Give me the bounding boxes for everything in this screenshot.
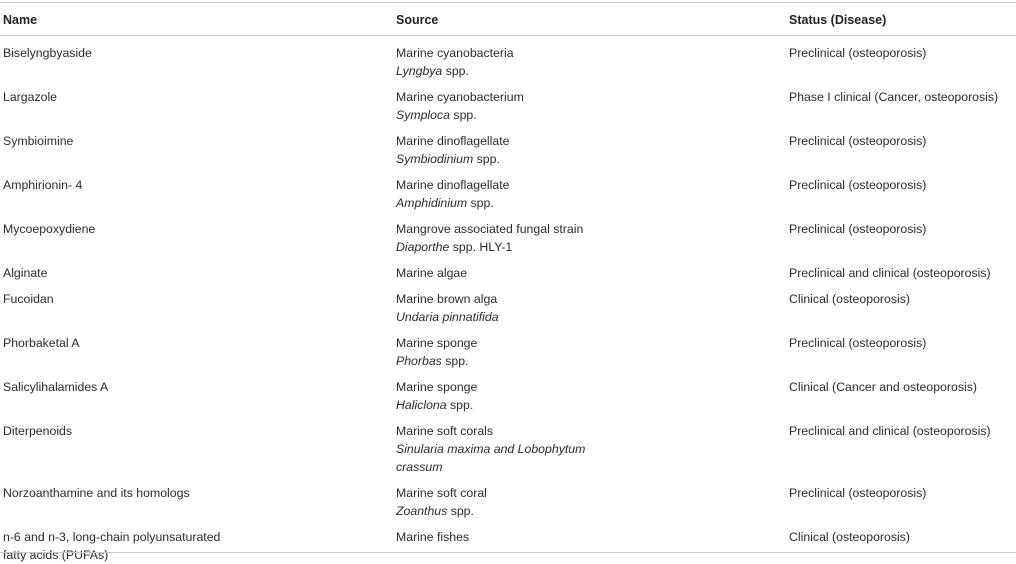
cell-name: [3, 88, 293, 106]
cell-name-line: Alginate: [3, 266, 48, 280]
cell-name-line: Biselyngbyaside: [3, 46, 92, 60]
taxon-name: crassum: [396, 460, 443, 474]
cell-name-line: n-6 and n-3, long-chain polyunsaturated: [3, 530, 221, 544]
cell-source: [396, 88, 621, 124]
cell-status: Preclinical (osteoporosis): [789, 486, 927, 500]
cell-source-line: [396, 44, 621, 62]
taxon-name: Sinularia maxima and Lobophytum: [396, 442, 586, 456]
taxon-name: Phorbas: [396, 354, 442, 368]
source-text: Marine soft coral: [396, 486, 487, 500]
cell-source: [396, 132, 621, 168]
cell-name-line: Diterpenoids: [3, 424, 73, 438]
table-body: [0, 36, 1016, 564]
cell-name-line: Mycoepoxydiene: [3, 222, 96, 236]
cell-status: Preclinical (osteoporosis): [789, 134, 927, 148]
cell-source-line: [396, 484, 621, 502]
cell-source: [396, 334, 621, 370]
table-header-row: [0, 2, 1016, 36]
cell-name: [3, 334, 293, 352]
cell-source: [396, 484, 621, 520]
cell-name-line: Amphirionin- 4: [3, 178, 83, 192]
cell-name: [3, 422, 293, 440]
cell-name: [3, 264, 293, 282]
cell-source-line: [396, 264, 621, 282]
cell-source-line: [396, 308, 621, 326]
source-text: Marine sponge: [396, 336, 478, 350]
cell-name: [3, 484, 293, 502]
source-text: Marine cyanobacteria: [396, 46, 514, 60]
cell-name: [3, 132, 293, 150]
header-name: Name: [3, 13, 38, 27]
cell-source-line: [396, 88, 621, 106]
header-status: Status (Disease): [789, 13, 887, 27]
source-text: Mangrove associated fungal strain: [396, 222, 584, 236]
cell-name: [3, 528, 293, 564]
cell-status: Preclinical (osteoporosis): [789, 46, 927, 60]
table-row: [0, 370, 1016, 414]
cell-status: Phase I clinical (Cancer, osteoporosis): [789, 90, 999, 104]
cell-name-line: Salicylihalamides A: [3, 380, 109, 394]
cell-status: Preclinical (osteoporosis): [789, 178, 927, 192]
cell-source-line: [396, 106, 621, 124]
table-row: [0, 80, 1016, 124]
source-text: Marine soft corals: [396, 424, 494, 438]
cell-status: Preclinical and clinical (osteoporosis): [789, 424, 991, 438]
source-text: spp.: [447, 504, 474, 518]
table-row: [0, 124, 1016, 168]
cell-source-line: [396, 194, 621, 212]
cell-name: [3, 378, 293, 396]
cell-name-line: Fucoidan: [3, 292, 54, 306]
cell-source-line: [396, 440, 621, 458]
source-text: Marine cyanobacterium: [396, 90, 524, 104]
table-row: [0, 476, 1016, 520]
cell-source-line: [396, 176, 621, 194]
table-row: [0, 168, 1016, 212]
source-text: spp.: [450, 108, 477, 122]
source-text: spp. HLY-1: [449, 240, 513, 254]
cell-source-line: [396, 458, 621, 476]
cell-name-line: Norzoanthamine and its homologs: [3, 486, 190, 500]
cell-source-line: [396, 502, 621, 520]
taxon-name: Undaria pinnatifida: [396, 310, 499, 324]
cell-name: [3, 44, 293, 62]
cell-source-line: [396, 334, 621, 352]
cell-status: Preclinical (osteoporosis): [789, 336, 927, 350]
taxon-name: Symbiodinium: [396, 152, 474, 166]
taxon-name: Haliclona: [396, 398, 447, 412]
source-text: spp.: [467, 196, 494, 210]
cell-name: [3, 176, 293, 194]
table-row: [0, 520, 1016, 564]
cell-status: Preclinical (osteoporosis): [789, 222, 927, 236]
cell-source-line: [396, 528, 621, 546]
source-text: spp.: [441, 354, 469, 368]
cell-status: Preclinical and clinical (osteoporosis): [789, 266, 991, 280]
table-bottom-rule: [0, 552, 1016, 553]
cell-source-line: [396, 396, 621, 414]
table-row: [0, 212, 1016, 256]
table-row: [0, 282, 1016, 326]
cell-status: Clinical (osteoporosis): [789, 292, 910, 306]
cell-name-line: Phorbaketal A: [3, 336, 80, 350]
taxon-name: Lyngbya: [396, 64, 443, 78]
taxon-name: Zoanthus: [396, 504, 448, 518]
cell-source-line: [396, 352, 621, 370]
source-text: spp.: [442, 64, 469, 78]
cell-name-line: Symbioimine: [3, 134, 74, 148]
header-source: Source: [396, 13, 439, 27]
taxon-name: Diaporthe: [396, 240, 450, 254]
cell-source: [396, 176, 621, 212]
cell-source-line: [396, 132, 621, 150]
source-text: Marine fishes: [396, 530, 470, 544]
source-text: Marine brown alga: [396, 292, 498, 306]
cell-source-line: [396, 220, 621, 238]
source-text: Marine sponge: [396, 380, 478, 394]
cell-name-line: fatty acids (PUFAs): [3, 548, 109, 562]
cell-status: Clinical (osteoporosis): [789, 530, 910, 544]
source-text: Marine dinoflagellate: [396, 134, 510, 148]
taxon-name: Amphidinium: [396, 196, 468, 210]
cell-name: [3, 290, 293, 308]
cell-source: [396, 528, 621, 546]
cell-source-line: [396, 378, 621, 396]
cell-status: Clinical (Cancer and osteoporosis): [789, 380, 977, 394]
cell-source-line: [396, 150, 621, 168]
source-text: spp.: [446, 398, 474, 412]
cell-source-line: [396, 422, 621, 440]
source-text: spp.: [473, 152, 500, 166]
cell-source: [396, 290, 621, 326]
cell-source: [396, 422, 621, 476]
cell-source-line: [396, 290, 621, 308]
cell-name: [3, 220, 293, 238]
table-row: [0, 36, 1016, 80]
cell-source-line: [396, 62, 621, 80]
cell-source: [396, 44, 621, 80]
taxon-name: Symploca: [396, 108, 450, 122]
cell-source: [396, 264, 621, 282]
table-row: [0, 414, 1016, 476]
cell-source: [396, 220, 621, 256]
cell-source-line: [396, 238, 621, 256]
cell-name-line: Largazole: [3, 90, 58, 104]
table-row: [0, 326, 1016, 370]
source-text: Marine algae: [396, 266, 468, 280]
cell-source: [396, 378, 621, 414]
source-text: Marine dinoflagellate: [396, 178, 510, 192]
table-row: [0, 256, 1016, 282]
